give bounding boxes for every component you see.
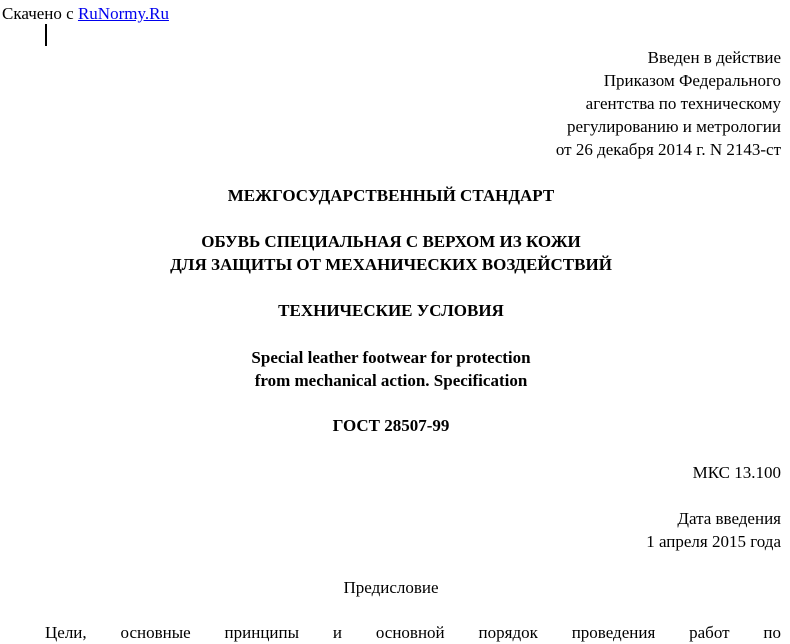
enactment-line: Введен в действие bbox=[647, 48, 781, 67]
enactment-line: Приказом Федерального bbox=[603, 71, 781, 90]
document-title bbox=[0, 230, 782, 276]
text-cursor bbox=[45, 24, 47, 46]
foreword-heading: Предисловие bbox=[343, 578, 439, 597]
enactment-line: регулированию и метрологии bbox=[566, 117, 781, 136]
document-subtitle: ТЕХНИЧЕСКИЕ УСЛОВИЯ bbox=[278, 301, 504, 320]
standard-type-heading: МЕЖГОСУДАРСТВЕННЫЙ СТАНДАРТ bbox=[227, 186, 555, 205]
gost-number: ГОСТ 28507-99 bbox=[332, 416, 450, 435]
effective-date-label: Дата введения bbox=[677, 509, 781, 528]
download-notice-prefix: Скачено с bbox=[2, 4, 78, 23]
enactment-line: от 26 декабря 2014 г. N 2143-ст bbox=[555, 140, 781, 159]
english-title bbox=[0, 346, 782, 392]
mks-code: МКС 13.100 bbox=[692, 463, 781, 482]
download-notice bbox=[2, 2, 169, 25]
document-title-line-1: ОБУВЬ СПЕЦИАЛЬНАЯ С ВЕРХОМ ИЗ КОЖИ bbox=[201, 232, 581, 251]
runormy-link[interactable]: RuNormy.Ru bbox=[77, 4, 169, 23]
english-title-line-1: Special leather footwear for protection bbox=[251, 348, 531, 367]
effective-date-block bbox=[646, 507, 781, 553]
body-paragraph-first-line: Цели, основные принципы и основной порядок проведения работ по bbox=[45, 623, 781, 642]
document-title-line-2: ДЛЯ ЗАЩИТЫ ОТ МЕХАНИЧЕСКИХ ВОЗДЕЙСТВИЙ bbox=[170, 255, 612, 274]
effective-date-value: 1 апреля 2015 года bbox=[646, 532, 781, 551]
enactment-line: агентства по техническому bbox=[585, 94, 781, 113]
enactment-block bbox=[556, 46, 781, 161]
english-title-line-2: from mechanical action. Specification bbox=[254, 371, 528, 390]
